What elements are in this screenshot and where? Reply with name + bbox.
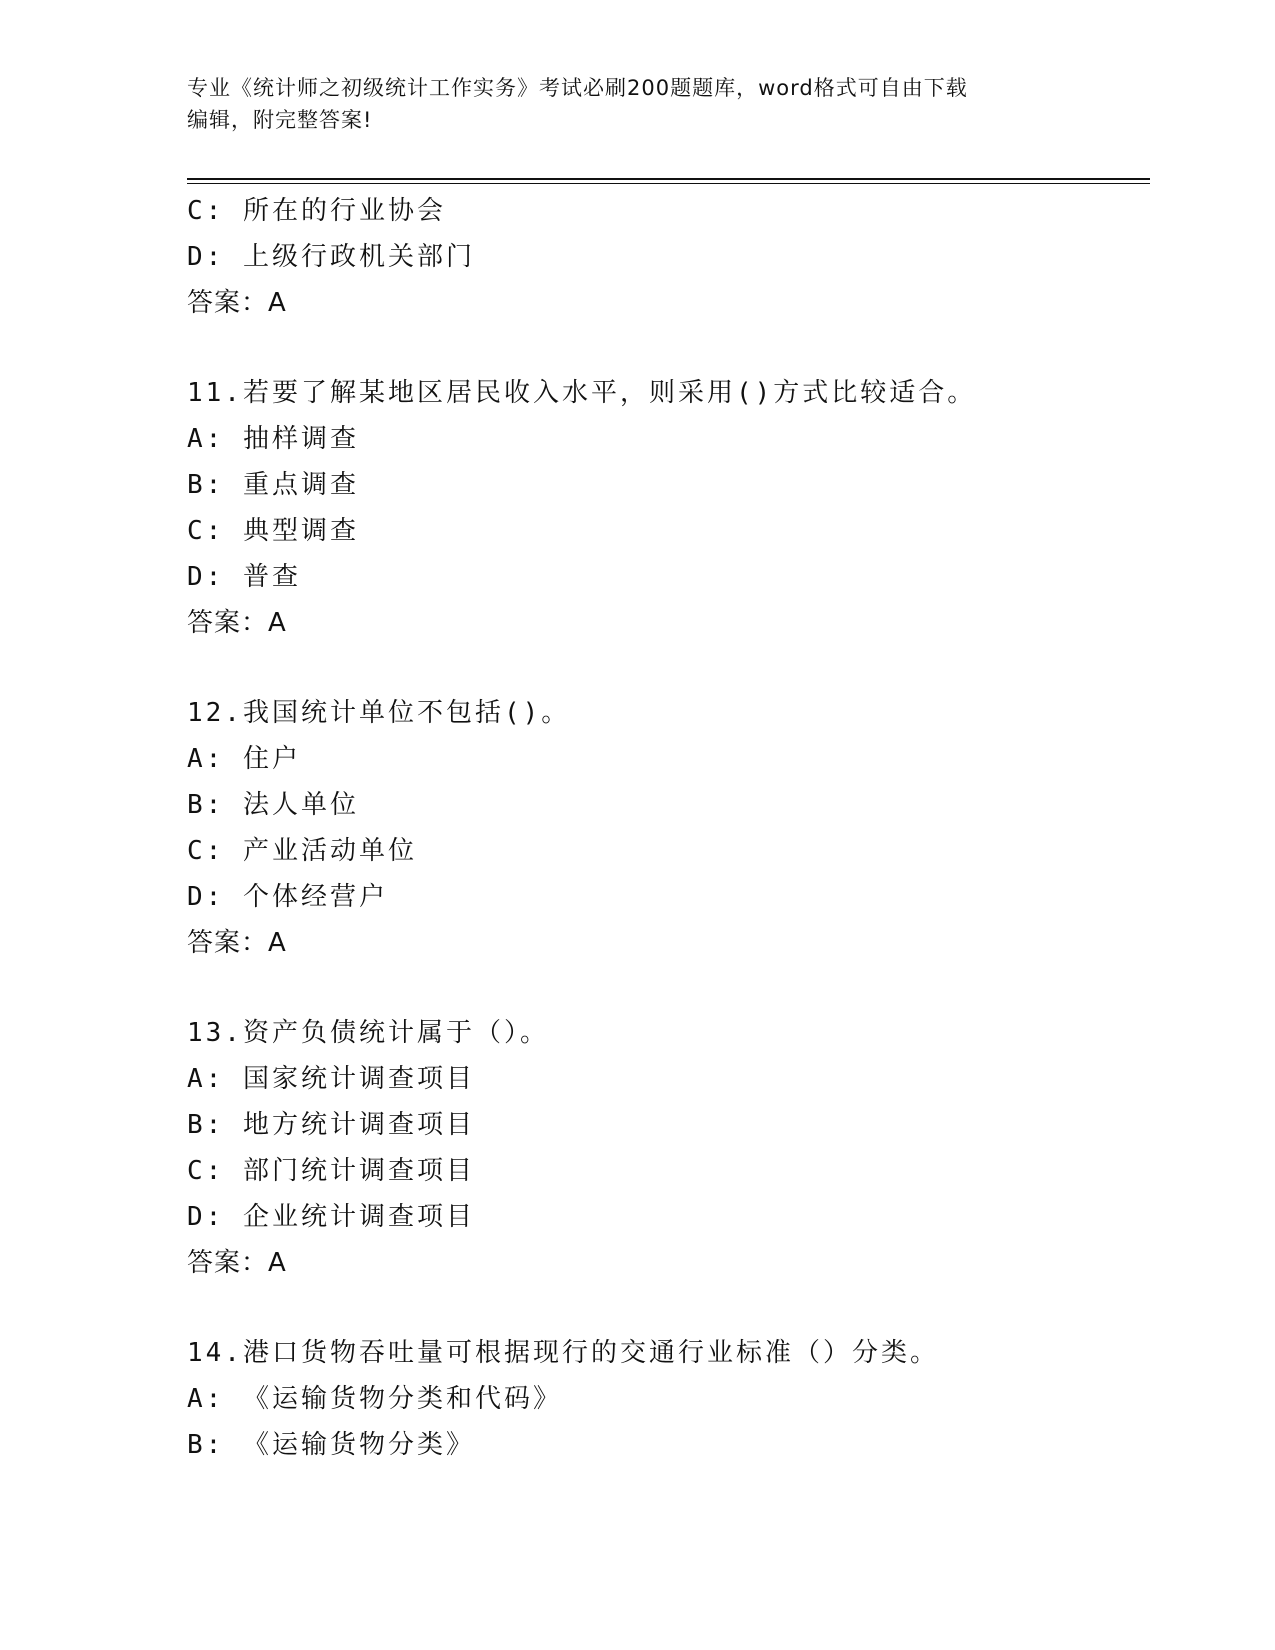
option-d: D: 企业统计调查项目 bbox=[187, 1202, 475, 1232]
option-d: D: 上级行政机关部门 bbox=[187, 242, 475, 272]
option-b: B: 地方统计调查项目 bbox=[187, 1110, 475, 1140]
header-line-2: 编辑，附完整答案! bbox=[187, 108, 373, 132]
question-block bbox=[187, 188, 1147, 326]
option-c: C: 典型调查 bbox=[187, 516, 359, 546]
option-d: D: 个体经营户 bbox=[187, 882, 388, 912]
option-c: C: 部门统计调查项目 bbox=[187, 1156, 475, 1186]
question-block bbox=[187, 1010, 1147, 1286]
option-a: A: 国家统计调查项目 bbox=[187, 1064, 475, 1094]
option-a: A: 住户 bbox=[187, 744, 301, 774]
answer: 答案：A bbox=[187, 928, 287, 958]
answer: 答案：A bbox=[187, 1248, 287, 1278]
answer: 答案：A bbox=[187, 608, 287, 638]
question-stem: 11.若要了解某地区居民收入水平，则采用()方式比较适合。 bbox=[187, 378, 977, 408]
question-stem: 14.港口货物吞吐量可根据现行的交通行业标准（）分类。 bbox=[187, 1338, 939, 1368]
header-divider bbox=[187, 178, 1150, 180]
option-a: A: 《运输货物分类和代码》 bbox=[187, 1384, 562, 1414]
option-c: C: 产业活动单位 bbox=[187, 836, 417, 866]
document-header bbox=[187, 72, 1067, 136]
question-block bbox=[187, 690, 1147, 966]
question-stem: 12.我国统计单位不包括()。 bbox=[187, 698, 571, 728]
option-b: B: 重点调查 bbox=[187, 470, 359, 500]
question-stem: 13.资产负债统计属于（）。 bbox=[187, 1018, 549, 1048]
answer: 答案：A bbox=[187, 288, 287, 318]
question-block bbox=[187, 1330, 1147, 1468]
option-d: D: 普查 bbox=[187, 562, 301, 592]
question-list bbox=[187, 188, 1147, 1468]
option-a: A: 抽样调查 bbox=[187, 424, 359, 454]
header-divider-thin bbox=[187, 183, 1150, 184]
option-c: C: 所在的行业协会 bbox=[187, 196, 446, 226]
option-b: B: 法人单位 bbox=[187, 790, 359, 820]
header-line-1: 专业《统计师之初级统计工作实务》考试必刷200题题库，word格式可自由下载 bbox=[187, 76, 968, 100]
question-block bbox=[187, 370, 1147, 646]
option-b: B: 《运输货物分类》 bbox=[187, 1430, 475, 1460]
